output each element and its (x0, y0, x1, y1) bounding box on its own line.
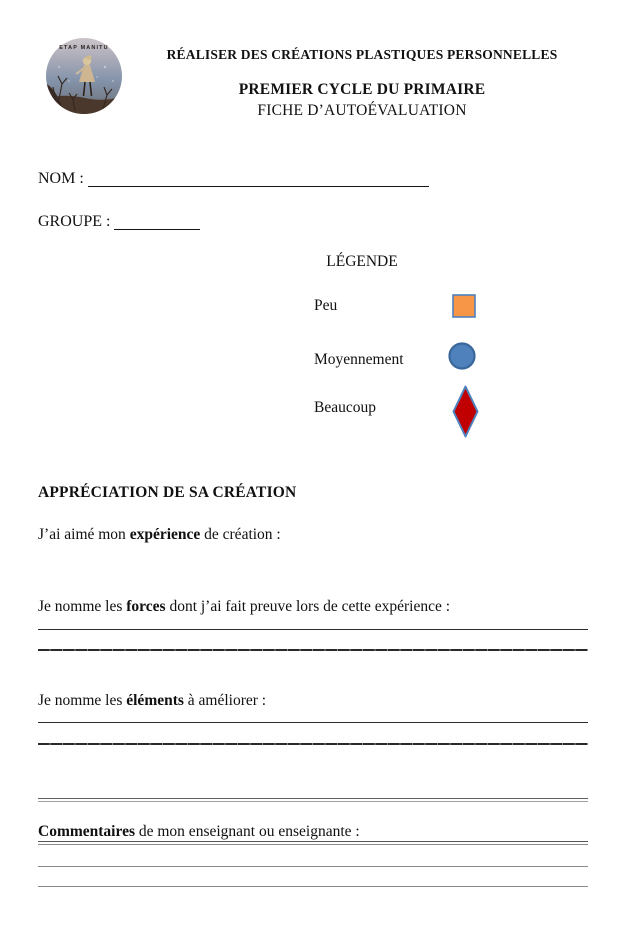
question-experience-keyword: expérience (129, 526, 201, 543)
question-commentaires-post: de mon enseignant ou enseignante : (135, 823, 360, 840)
logo-image (45, 37, 123, 115)
legend-square-icon (452, 294, 476, 318)
legend-label-moyennement: Moyennement (314, 351, 404, 368)
question-forces (38, 598, 450, 616)
question-experience-post: de création : (200, 526, 281, 543)
question-forces-pre: Je nomme les (38, 598, 127, 615)
diamond-shape (454, 387, 478, 437)
legend-title: LÉGENDE (326, 253, 398, 270)
group-row (38, 213, 200, 231)
legend-circle-icon (448, 342, 476, 370)
circle-shape (450, 344, 475, 369)
section-title-appreciation: APPRÉCIATION DE SA CRÉATION (38, 484, 297, 501)
commentaires-answer-line-2[interactable] (38, 886, 588, 887)
group-label: GROUPE : (38, 213, 111, 230)
forces-answer-line-1[interactable] (38, 629, 588, 630)
name-row (38, 170, 429, 188)
question-experience (38, 526, 281, 544)
question-elements-keyword: éléments (126, 692, 184, 709)
group-input-line[interactable] (114, 215, 200, 230)
question-elements-post: à améliorer : (183, 692, 267, 709)
legend-label-peu: Peu (314, 297, 338, 314)
elements-answer-line-2[interactable] (38, 743, 588, 745)
logo-text: ETAP MANITU (59, 45, 109, 51)
school-logo (45, 37, 123, 115)
name-input-line[interactable] (88, 172, 429, 187)
question-forces-keyword: forces (126, 598, 166, 615)
document-subtitle-fiche: FICHE D’AUTOÉVALUATION (257, 102, 467, 119)
square-shape (453, 295, 475, 317)
elements-answer-line-1[interactable] (38, 722, 588, 723)
separator-double-line (38, 798, 588, 802)
question-experience-pre: J’ai aimé mon (38, 526, 130, 543)
commentaires-underline (38, 841, 588, 845)
legend-diamond-icon (452, 385, 479, 438)
question-forces-post: dont j’ai fait preuve lors de cette expérience : (165, 598, 451, 615)
legend-label-beaucoup: Beaucoup (314, 399, 376, 416)
name-label: NOM : (38, 170, 84, 187)
question-commentaires-keyword: Commentaires (38, 823, 135, 840)
document-title: RÉALISER DES CRÉATIONS PLASTIQUES PERSONNELLES (166, 47, 558, 62)
question-commentaires (38, 823, 360, 841)
commentaires-answer-line-1[interactable] (38, 866, 588, 867)
document-subtitle-cycle: PREMIER CYCLE DU PRIMAIRE (238, 81, 486, 98)
question-elements-pre: Je nomme les (38, 692, 127, 709)
forces-answer-line-2[interactable] (38, 649, 588, 651)
question-elements (38, 692, 266, 710)
